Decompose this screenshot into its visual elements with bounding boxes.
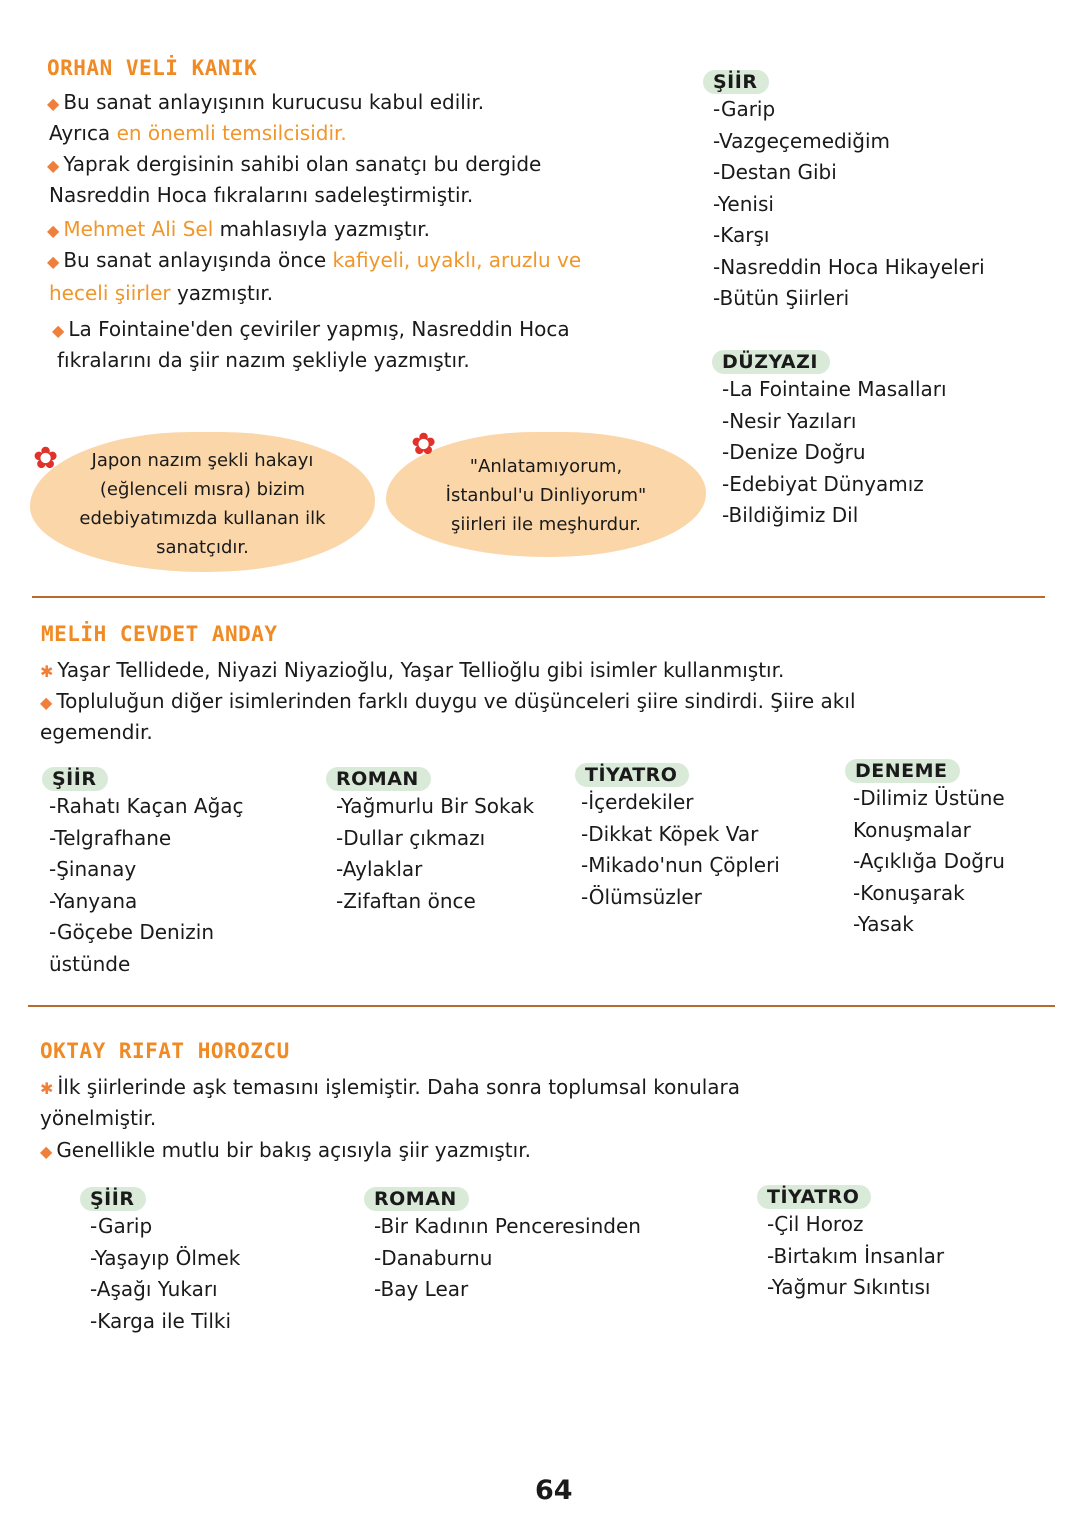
oktay-tiyatro-list <box>757 1185 944 1304</box>
list-item: -Garip <box>713 97 776 121</box>
list-item: -Mikado'nun Çöpleri <box>581 853 780 877</box>
list-item: -Yanyana <box>49 888 138 913</box>
list-item: -Şinanay <box>49 857 137 881</box>
list-item: -Birtakım İnsanlar <box>767 1243 945 1268</box>
orhan-p2b: Nasreddin Hoca fıkralarını sadeleştirmiştir. <box>49 183 474 207</box>
orhan-p2a: ◆ Yaprak dergisinin sahibi olan sanatçı bu dergide <box>47 152 542 176</box>
category-tag-siir: ŞİİR <box>703 70 769 94</box>
list-item: -Garip <box>90 1214 153 1238</box>
category-tag-duzyazi: DÜZYAZI <box>712 350 830 374</box>
bullet-icon: ✱ <box>40 662 54 681</box>
section-divider <box>32 596 1045 598</box>
orhan-p1a: ◆ Bu sanat anlayışının kurucusu kabul edilir. <box>47 90 485 114</box>
orhan-p4a: ◆ Bu sanat anlayışında önce kafiyeli, uyaklı, aruzlu ve <box>47 248 582 272</box>
category-tag-tiyatro: TİYATRO <box>575 763 689 787</box>
list-item: -Bütün Şiirleri <box>713 286 850 310</box>
oktay-siir-list <box>80 1187 240 1337</box>
bullet-icon: ✱ <box>40 1079 54 1098</box>
bullet-icon: ◆ <box>47 156 60 175</box>
category-tag-tiyatro: TİYATRO <box>757 1185 871 1209</box>
category-tag-siir: ŞİİR <box>80 1187 146 1211</box>
melih-p2b: egemendir. <box>40 720 153 744</box>
list-item: -Yasak <box>853 912 914 936</box>
list-item: -Bay Lear <box>374 1277 469 1301</box>
melih-p2a: ◆ Topluluğun diğer isimlerinden farklı duygu ve düşünceleri şiire sindirdi. Şiire akıl <box>40 689 856 713</box>
flower-icon: ✿ <box>411 427 437 462</box>
oktay-p1a: ✱ İlk şiirlerinde aşk temasını işlemiştir. Daha sonra toplumsal konulara <box>40 1075 741 1099</box>
list-item: -Karga ile Tilki <box>90 1308 232 1333</box>
melih-tiyatro-list <box>575 763 780 913</box>
list-item: -Vazgeçemediğim <box>713 128 891 153</box>
bullet-icon: ◆ <box>47 94 60 113</box>
oktay-roman-list <box>364 1187 641 1306</box>
bullet-icon: ◆ <box>47 252 60 271</box>
list-item: -İçerdekiler <box>581 790 694 814</box>
list-item: -Danaburnu <box>374 1245 493 1270</box>
list-item: üstünde <box>49 951 131 976</box>
note-bubble-hakay: Japon nazım şekli hakayı (eğlenceli mısra) bizim edebiyatımızda kullanan ilk sanatçıdır. <box>30 432 375 572</box>
list-item: -Karşı <box>713 223 770 247</box>
bullet-icon: ◆ <box>52 321 65 340</box>
bullet-icon: ◆ <box>40 1142 53 1161</box>
list-item: -Yenisi <box>713 191 774 216</box>
orhan-p5a: ◆ La Fointaine'den çeviriler yapmış, Nasreddin Hoca <box>52 317 570 341</box>
oktay-p1b: yönelmiştir. <box>40 1106 157 1130</box>
melih-deneme-list <box>845 759 1005 941</box>
category-tag-siir: ŞİİR <box>42 767 108 791</box>
melih-siir-list <box>42 767 244 980</box>
orhan-p5b: fıkralarını da şiir nazım şekliyle yazmıştır. <box>57 348 470 372</box>
section-divider <box>28 1005 1055 1007</box>
list-item: -Yağmur Sıkıntısı <box>767 1275 931 1299</box>
list-item: -Telgrafhane <box>49 825 172 850</box>
bullet-icon: ◆ <box>40 693 53 712</box>
category-tag-deneme: DENEME <box>845 759 960 783</box>
list-item: -Dikkat Köpek Var <box>581 821 759 846</box>
list-item: -Aylaklar <box>336 857 423 881</box>
list-item: -Aşağı Yukarı <box>90 1277 218 1301</box>
list-item: Konuşmalar <box>853 817 971 842</box>
orhan-p3: ◆ Mehmet Ali Sel mahlasıyla yazmıştır. <box>47 217 431 241</box>
list-item: -Zifaftan önce <box>336 888 476 913</box>
list-item: -Göçebe Denizin <box>49 920 215 944</box>
section-title-oktay: OKTAY RIFAT HOROZCU <box>40 1039 290 1063</box>
list-item: -Yağmurlu Bir Sokak <box>336 794 535 818</box>
list-item: -Ölümsüzler <box>581 884 702 909</box>
section-title-orhan: ORHAN VELİ KANIK <box>47 56 258 80</box>
melih-roman-list <box>326 767 534 917</box>
list-item: -Rahatı Kaçan Ağaç <box>49 794 244 818</box>
list-item: -Denize Doğru <box>722 440 866 464</box>
section-title-melih: MELİH CEVDET ANDAY <box>41 622 278 646</box>
list-item: -Çil Horoz <box>767 1212 864 1236</box>
orhan-duzyazi-list <box>712 350 947 532</box>
note-bubble-poems: "Anlatamıyorum, İstanbul'u Dinliyorum" şiirleri ile meşhurdur. <box>386 432 706 557</box>
list-item: -Nesir Yazıları <box>722 408 857 433</box>
melih-p1: ✱ Yaşar Tellidede, Niyazi Niyazioğlu, Yaşar Tellioğlu gibi isimler kullanmıştır. <box>40 658 785 682</box>
list-item: -Destan Gibi <box>713 160 837 184</box>
list-item: -Bir Kadının Penceresinden <box>374 1214 641 1238</box>
bullet-icon: ◆ <box>47 221 60 240</box>
category-tag-roman: ROMAN <box>326 767 431 791</box>
page-number: 64 <box>535 1475 573 1506</box>
list-item: -Yaşayıp Ölmek <box>90 1245 241 1270</box>
list-item: -Dilimiz Üstüne <box>853 786 1005 810</box>
category-tag-roman: ROMAN <box>364 1187 469 1211</box>
orhan-p4b: heceli şiirler yazmıştır. <box>49 281 274 305</box>
list-item: -Dullar çıkmazı <box>336 825 486 850</box>
flower-icon: ✿ <box>33 441 59 476</box>
list-item: -Edebiyat Dünyamız <box>722 471 924 496</box>
list-item: -Açıklığa Doğru <box>853 849 1005 873</box>
list-item: -Konuşarak <box>853 880 965 905</box>
orhan-p1b: Ayrıca en önemli temsilcisidir. <box>49 121 347 145</box>
list-item: -La Fointaine Masalları <box>722 377 947 401</box>
list-item: -Bildiğimiz Dil <box>722 503 859 527</box>
orhan-siir-list <box>703 70 985 315</box>
list-item: -Nasreddin Hoca Hikayeleri <box>713 254 985 279</box>
oktay-p2: ◆ Genellikle mutlu bir bakış açısıyla şiir yazmıştır. <box>40 1138 531 1162</box>
